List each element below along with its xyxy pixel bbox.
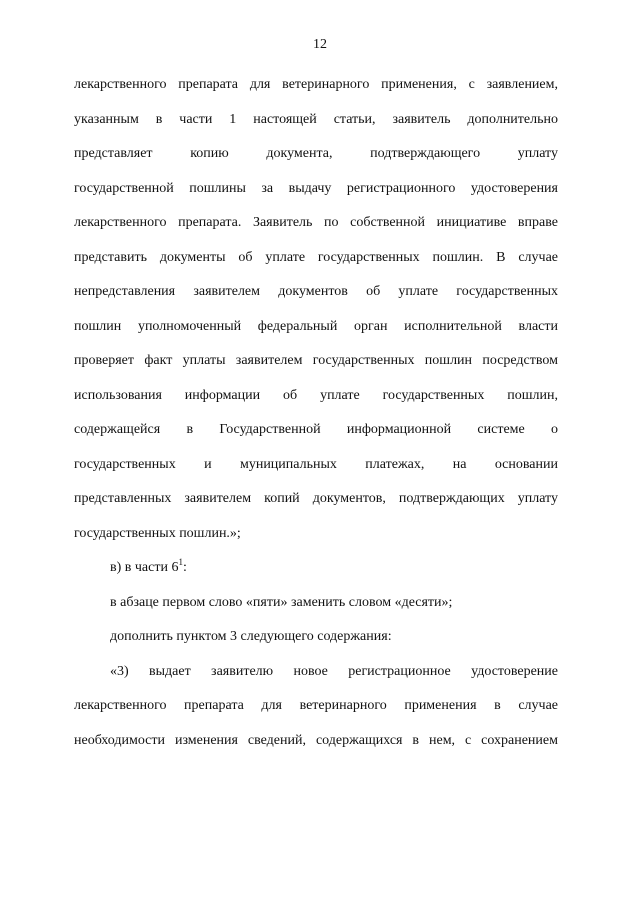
text-line: лекарственного препарата для ветеринарного применения, с заявлением, <box>74 77 558 92</box>
text-line: использования информации об уплате государственных пошлин, <box>74 387 558 403</box>
text-line: представляет копию документа, подтверждающего уплату <box>74 146 558 161</box>
text-line: содержащейся в Государственной информационной системе о <box>74 422 558 437</box>
part-item-suffix: : <box>182 560 187 575</box>
item3-line: лекарственного препарата для ветеринарного применения в случае <box>74 698 558 713</box>
paragraph-amend-first: в абзаце первом слово «пяти» заменить словом «десяти»; <box>110 594 453 610</box>
text-line: пошлин уполномоченный федеральный орган исполнительной власти <box>74 318 558 334</box>
text-line: лекарственного препарата. Заявитель по собственной инициативе вправе <box>74 215 558 230</box>
part-item-prefix: в) в части 6 <box>110 560 179 575</box>
text-line: проверяет факт уплаты заявителем государственных пошлин посредством <box>74 353 558 368</box>
text-line: указанным в части 1 настоящей статьи, заявитель дополнительно <box>74 111 558 127</box>
document-body <box>74 68 558 758</box>
text-line: государственных пошлин.»; <box>74 525 241 541</box>
text-line: представить документы об уплате государственных пошлин. В случае <box>74 249 558 265</box>
text-line: представленных заявителем копий документов, подтверждающих уплату <box>74 491 558 506</box>
item3-line: необходимости изменения сведений, содержащихся в нем, с сохранением <box>74 732 558 748</box>
part-item-superscript: 1 <box>178 557 183 567</box>
text-line: государственной пошлины за выдачу регистрационного удостоверения <box>74 180 558 196</box>
text-line: государственных и муниципальных платежах, на основании <box>74 456 558 472</box>
page-number: 12 <box>313 37 327 52</box>
paragraph-add-item: дополнить пунктом 3 следующего содержания: <box>110 629 392 644</box>
part-item-heading <box>74 551 558 586</box>
text-line: непредставления заявителем документов об уплате государственных <box>74 284 558 299</box>
item3-line: «3) выдает заявителю новое регистрационное удостоверение <box>110 663 558 679</box>
